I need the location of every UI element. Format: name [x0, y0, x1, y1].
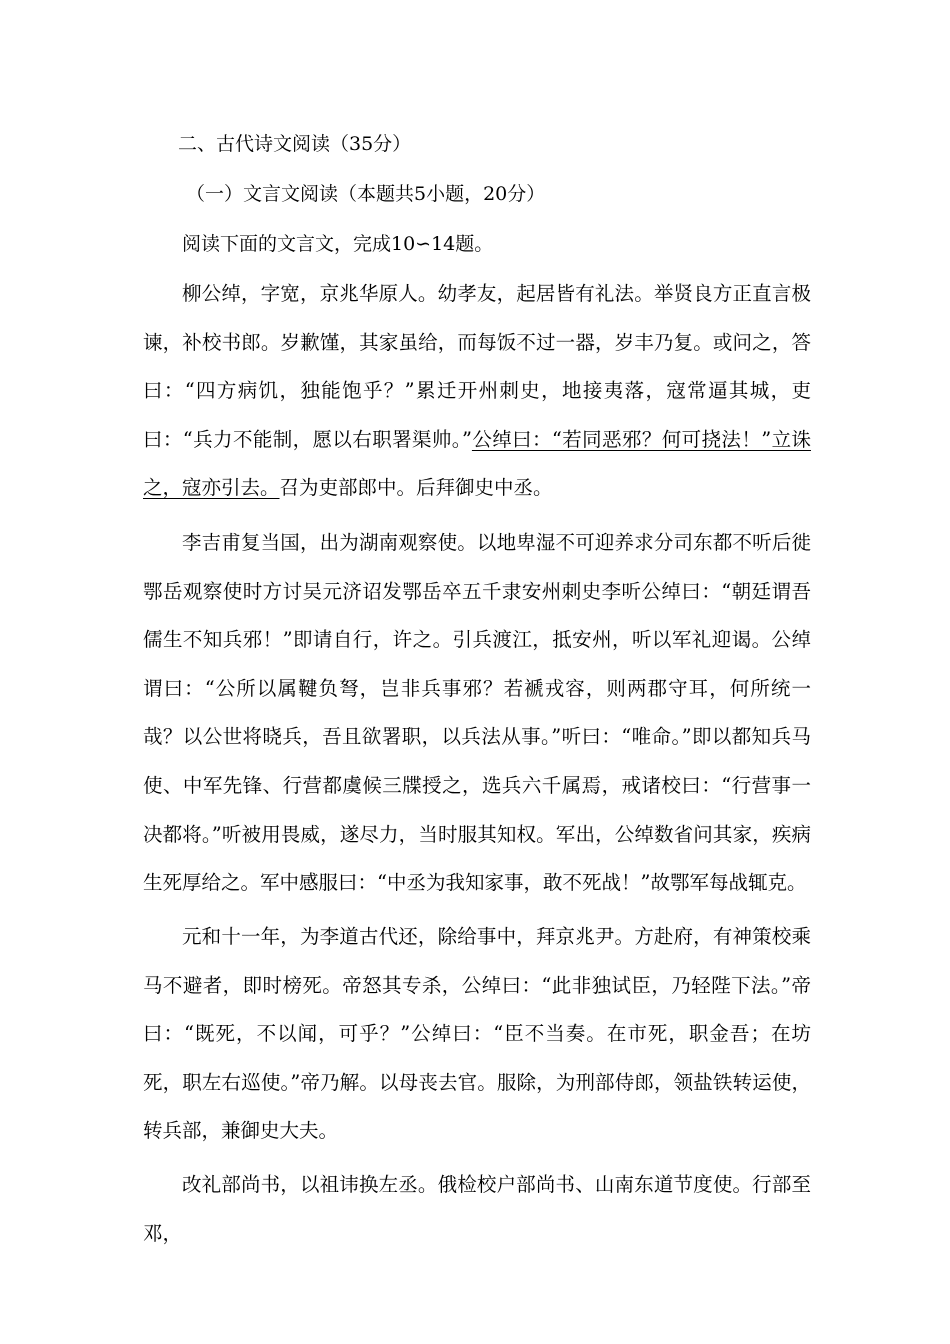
underlined-sentence: 公绰曰：“若同恶邪？何可挠法！”立诛之，寇亦引去。 [143, 427, 811, 500]
paragraph-2-text: 李吉甫复当国，出为湖南观察使。以地卑湿不可迎养求分司东都不听后徙鄂岳观察使时方讨吴元济诏发鄂岳卒五千隶安州刺史李听公绰曰：“朝廷谓吾儒生不知兵邪！”即请自行，许之。引兵渡江，抵安州，听以军礼迎谒。公绰谓曰：“公所以属鞬负弩，岂非兵事邪？若褫戎容，则两郡守耳，何所统一哉？以公世将晓兵，吾且欲署职，以兵法从事。”听曰：“唯命。”即以都知兵马使、中军先锋、行营都虞候三牒授之，选兵六千属焉，戒诸校曰：“行营事一决都将。”听被用畏威，遂尽力，当时服其知权。军出，公绰数省问其家，疾病生死厚给之。军中感服曰：“中丞为我知家事，敢不死战！”故鄂军每战辄克。 [143, 531, 811, 895]
instruction-text: 阅读下面的文言文，完成10∽14题。 [182, 233, 494, 255]
paragraph-4-text: 改礼部尚书，以祖讳换左丞。俄检校户部尚书、山南东道节度使。行部至邓， [143, 1173, 811, 1245]
subsection-title: （一）文言文阅读（本题共5小题，20分） [186, 183, 546, 205]
paragraph-1-text-a: 柳公绰，字宽，京兆华原人。幼孝友，起居皆有礼法。举贤良方正直言极谏，补校书郎。岁歉馑，其家虽给，而每饭不过一器，岁丰乃复。或问之，答曰：“四方病饥，独能饱乎？”累迁开州刺史，地接夷落，寇常逼其城，吏曰：“兵力不能制，愿以右职署渠帅。” [143, 282, 811, 451]
paragraph-1-text-b: 召为吏部郎中。后拜御史中丞。 [279, 476, 553, 500]
paragraph-3-text: 元和十一年，为李道古代还，除给事中，拜京兆尹。方赴府，有神策校乘马不避者，即时榜死。帝怒其专杀，公绰曰：“此非独试臣，乃轻陛下法。”帝曰：“既死，不以闻，可乎？”公绰曰：“臣不当奏。在市死，职金吾；在坊死，职左右巡使。”帝乃解。以母丧去官。服除，为刑部侍郎，领盐铁转运使，转兵部，兼御史大夫。 [143, 925, 811, 1143]
passage-paragraph-2 [143, 519, 811, 908]
passage-paragraph-1 [143, 270, 811, 513]
passage-paragraph-3 [143, 913, 811, 1156]
passage-paragraph-4 [143, 1161, 811, 1258]
section-title: 二、古代诗文阅读（35分） [178, 133, 412, 155]
